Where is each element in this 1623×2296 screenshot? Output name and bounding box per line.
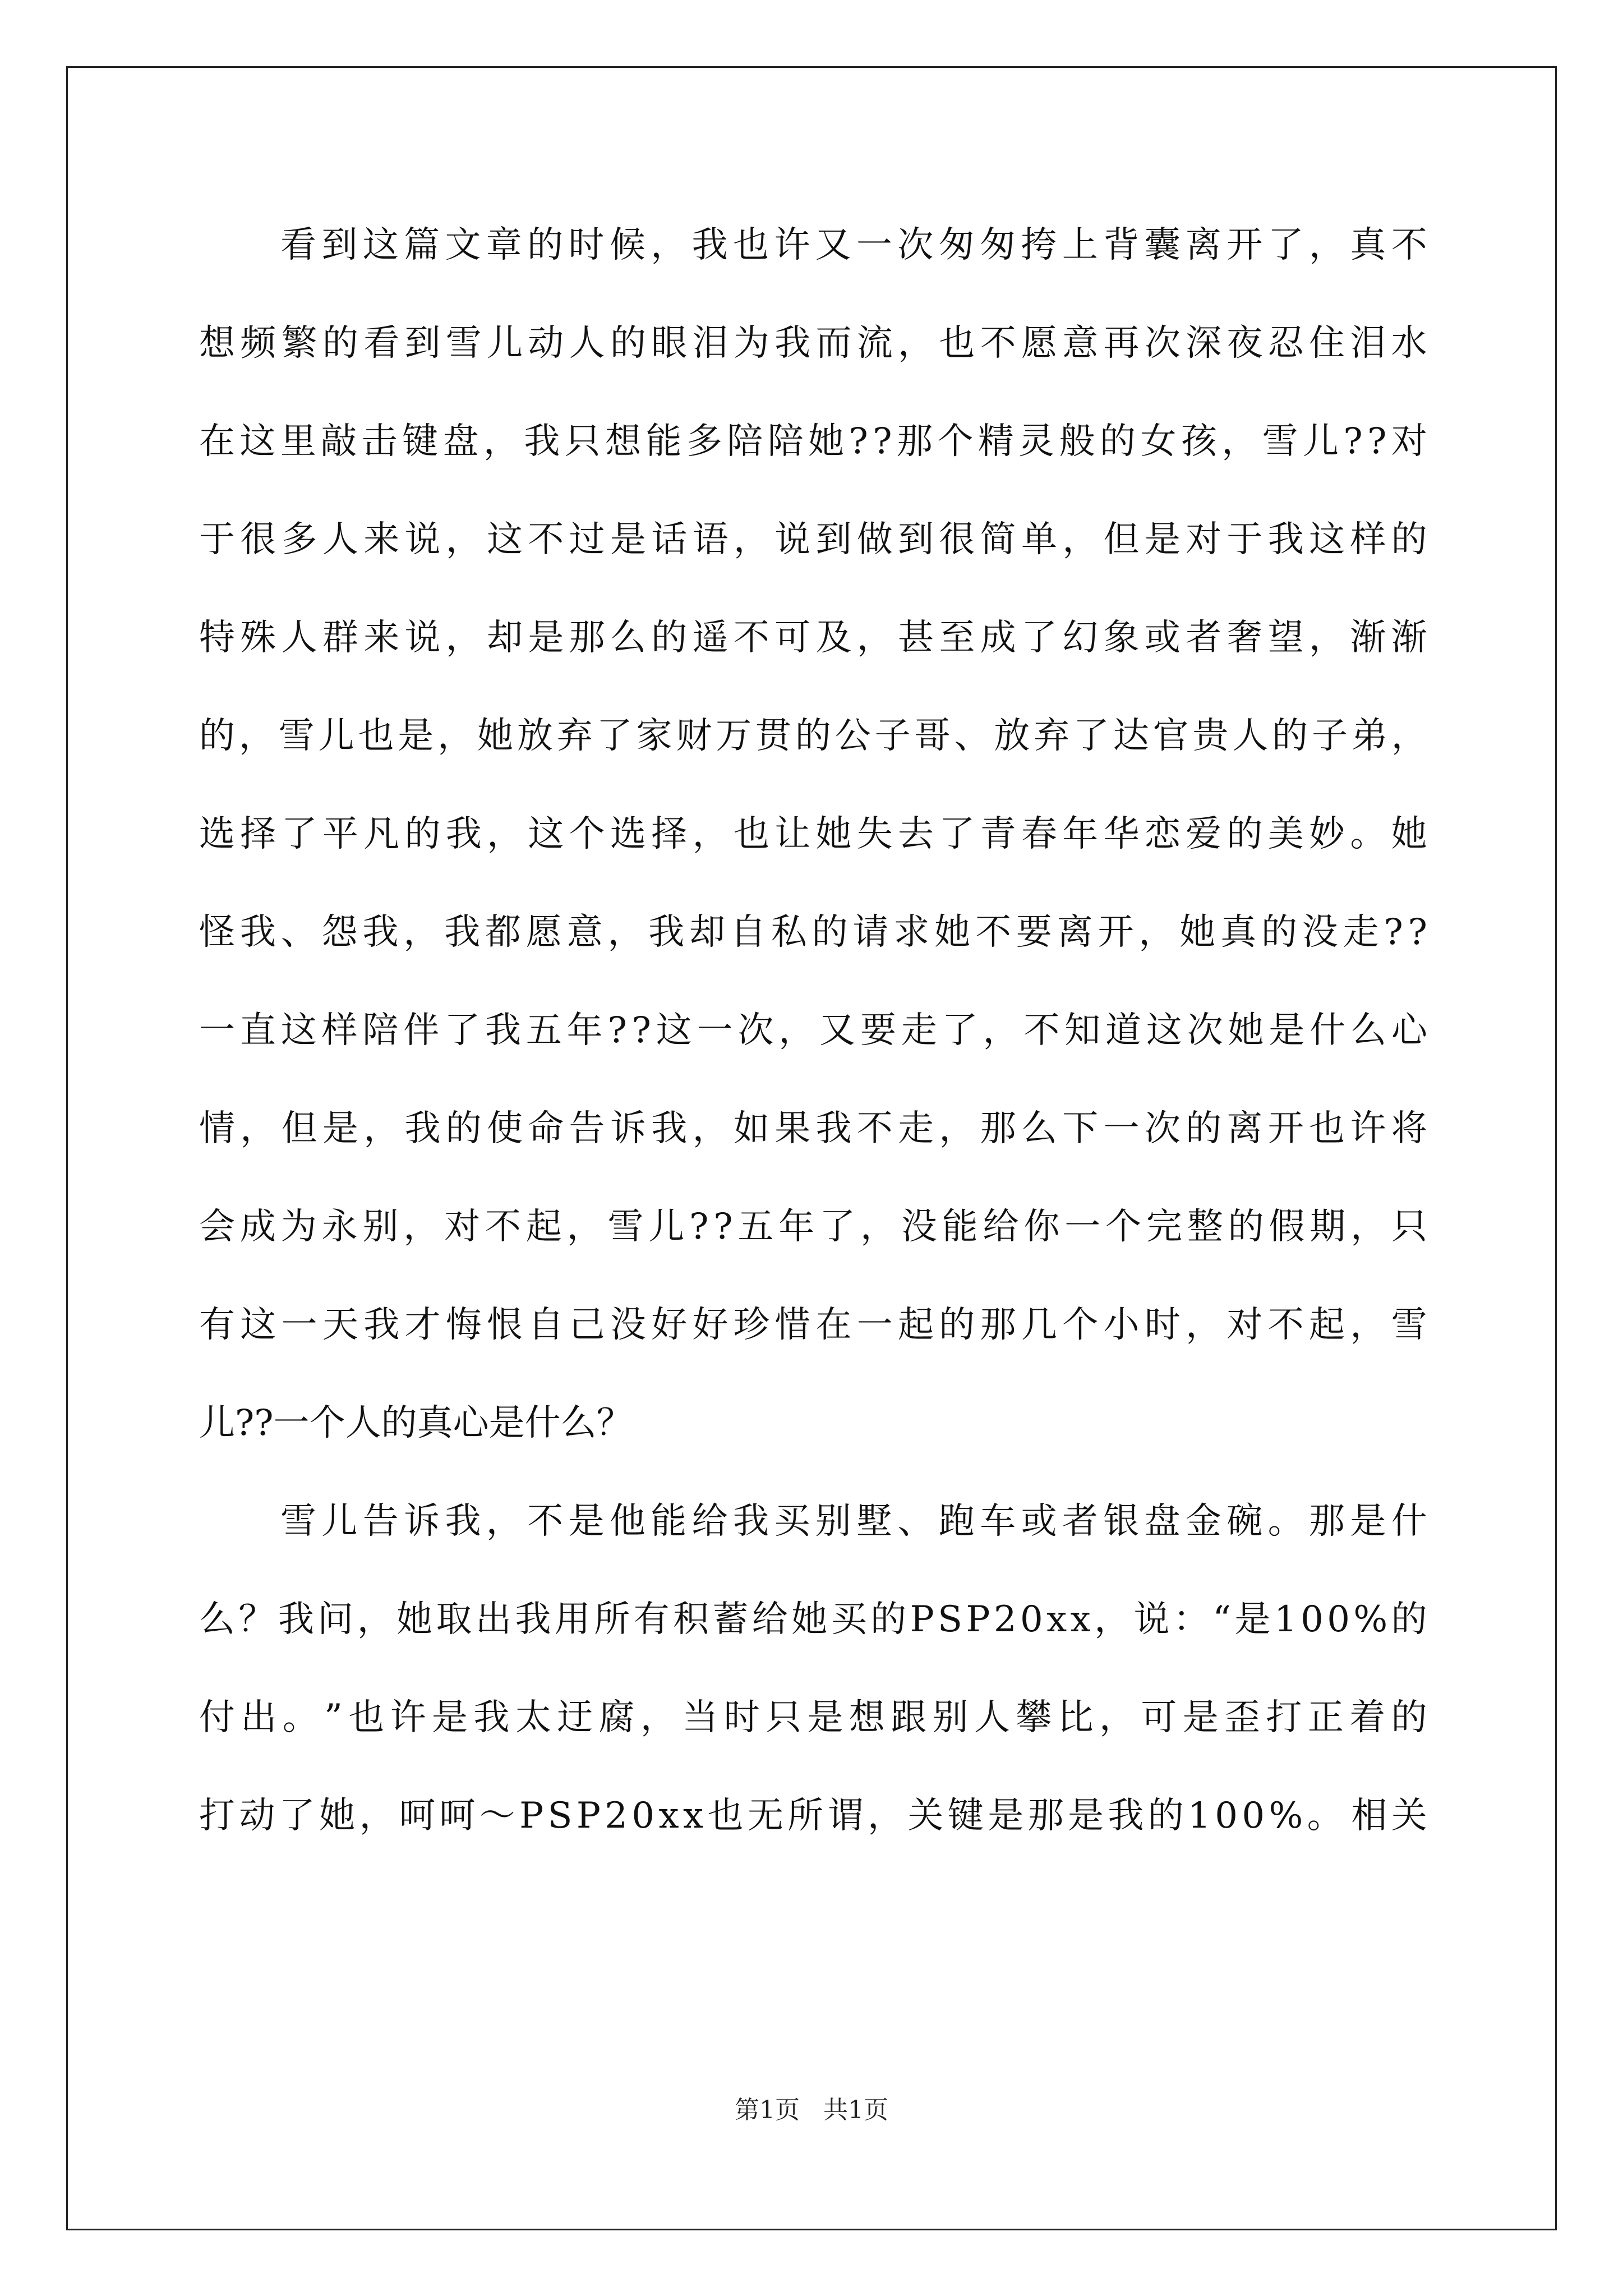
text-line: 付 出 。 ” 也 许 是 我 太 迂 腐 ， 当 时 只 是 想 跟 别 人 攀 比 ， 可 是 歪 打 正 着 的 <box>199 1697 1427 1738</box>
text-line: 雪 儿 告 诉 我 ， 不 是 他 能 给 我 买 别 墅 、 跑 车 或 者 银 盘 金 碗 。 那 是 什 <box>280 1501 1427 1542</box>
text-line: 看 到 这 篇 文 章 的 时 候 ， 我 也 许 又 一 次 匆 匆 挎 上 背 囊 离 开 了 ， 真 不 <box>280 224 1427 266</box>
text-line: 在 这 里 敲 击 键 盘 ， 我 只 想 能 多 陪 陪 她 ? ? 那 个 精 灵 般 的 女 孩 ， 雪 儿 ? ? 对 <box>199 421 1427 462</box>
text-line: 情 ， 但 是 ， 我 的 使 命 告 诉 我 ， 如 果 我 不 走 ， 那 么 下 一 次 的 离 开 也 许 将 <box>199 1108 1427 1149</box>
text-line: 打 动 了 她 ， 呵 呵 ～ P S P 2 0 x x 也 无 所 谓 ， 关 键 是 那 是 我 的 1 0 0 % 。 相 关 <box>199 1795 1427 1837</box>
page-number: 第1页 <box>735 2096 800 2124</box>
text-line: 想 频 繁 的 看 到 雪 儿 动 人 的 眼 泪 为 我 而 流 ， 也 不 愿 意 再 次 深 夜 忍 住 泪 水 <box>199 323 1427 364</box>
page-total: 共1页 <box>823 2096 888 2124</box>
text-line: 有 这 一 天 我 才 悔 恨 自 己 没 好 好 珍 惜 在 一 起 的 那 几 个 小 时 ， 对 不 起 ， 雪 <box>199 1304 1427 1346</box>
text-line: 选 择 了 平 凡 的 我 ， 这 个 选 择 ， 也 让 她 失 去 了 青 春 年 华 恋 爱 的 美 妙 。 她 <box>199 813 1427 855</box>
text-line: 特 殊 人 群 来 说 ， 却 是 那 么 的 遥 不 可 及 ， 甚 至 成 了 幻 象 或 者 奢 望 ， 渐 渐 <box>199 617 1427 659</box>
text-line: 怪 我 、 怨 我 ， 我 都 愿 意 ， 我 却 自 私 的 请 求 她 不 要 离 开 ， 她 真 的 没 走 ? ? <box>199 912 1427 953</box>
text-line: 一 直 这 样 陪 伴 了 我 五 年 ? ? 这 一 次 ， 又 要 走 了 ， 不 知 道 这 次 她 是 什 么 心 <box>199 1010 1427 1051</box>
page-footer <box>0 2090 1623 2125</box>
text-line: 于 很 多 人 来 说 ， 这 不 过 是 话 语 ， 说 到 做 到 很 简 单 ， 但 是 对 于 我 这 样 的 <box>199 519 1427 560</box>
text-line: 会 成 为 永 别 ， 对 不 起 ， 雪 儿 ? ? 五 年 了 ， 没 能 给 你 一 个 完 整 的 假 期 ， 只 <box>199 1206 1427 1248</box>
document-body <box>199 196 1427 1865</box>
text-line: 么 ？ 我 问 ， 她 取 出 我 用 所 有 积 蓄 给 她 买 的 P S P 2 0 x x ， 说 ： “ 是 1 0 0 % 的 <box>199 1599 1427 1640</box>
text-line: 儿??一个人的真心是什么？ <box>199 1402 633 1444</box>
text-line: 的 ， 雪 儿 也 是 ， 她 放 弃 了 家 财 万 贯 的 公 子 哥 、 放 弃 了 达 官 贵 人 的 子 弟 ， <box>199 715 1427 757</box>
